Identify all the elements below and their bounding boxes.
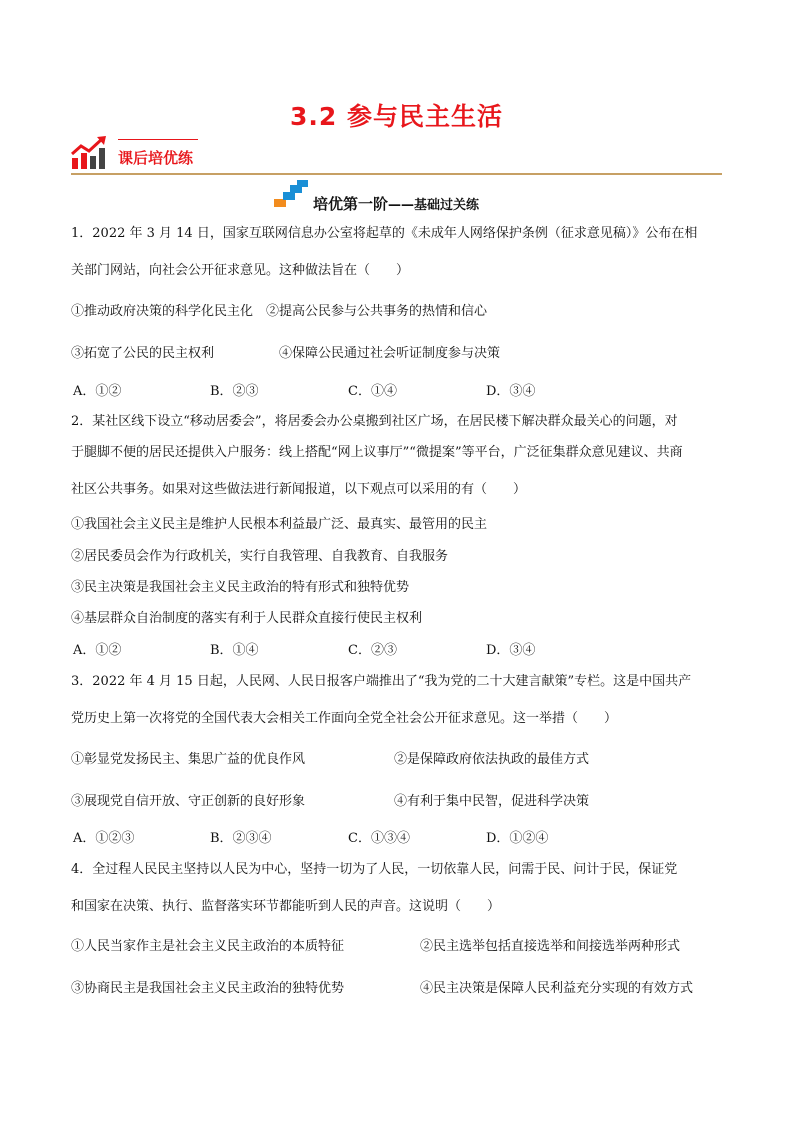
question-4-statement-4: ④民主决策是保障人民利益充分实现的有效方式 [420,981,694,996]
section-overline [118,139,198,140]
question-4-statement-3: ③协商民主是我国社会主义民主政治的独特优势 [71,981,345,996]
section-divider [71,173,722,175]
question-1-line-1: 1．2022 年 3 月 14 日，国家互联网信息办公室将起草的《未成年人网络保护条例（征求意见稿）》公布在相 [71,226,698,241]
subheading-main: 培优第一阶 [313,195,389,213]
question-3-line-1: 3．2022 年 4 月 15 日起，人民网、人民日报客户端推出了“我为党的二十大建言献策”专栏。这是中国共产 [71,674,692,689]
question-1-statement-2: ③拓宽了公民的民主权利 ④保障公民通过社会听证制度参与决策 [71,346,501,361]
question-4-statement-2: ②民主选举包括直接选举和间接选举两种形式 [420,939,681,954]
question-2-statement-2: ②居民委员会作为行政机关，实行自我管理、自我教育、自我服务 [71,549,449,564]
question-3-statement-3: ③展现党自信开放、守正创新的良好形象 [71,794,306,809]
question-3-statement-1: ①彰显党发扬民主、集思广益的优良作风 [71,752,306,767]
question-3-option-d[interactable]: D．①②④ [486,831,549,846]
question-2-line-2: 于腿脚不便的居民还提供入户服务：线上搭配“网上议事厅”“微提案”等平台，广泛征集群众意见建议、共商 [71,445,683,460]
question-2-statement-3: ③民主决策是我国社会主义民主政治的特有形式和独特优势 [71,580,410,595]
question-2-option-d[interactable]: D．③④ [486,643,536,658]
question-1-option-b[interactable]: B．②③ [210,384,259,399]
question-3-line-2: 党历史上第一次将党的全国代表大会相关工作面向全党全社会公开征求意见。这一举措（ ） [71,711,618,726]
question-2-statement-4: ④基层群众自治制度的落实有利于人民群众直接行使民主权利 [71,611,423,626]
question-1-option-c[interactable]: C．①④ [348,384,397,399]
question-2-option-a[interactable]: A．①② [73,643,122,658]
question-3-statement-4: ④有利于集中民智，促进科学决策 [394,794,590,809]
subheading-rest: ——基础过关练 [388,198,480,213]
question-1-option-a[interactable]: A．①② [73,384,122,399]
section-label: 课后培优练 [118,149,194,167]
question-1-line-2: 关部门网站，向社会公开征求意见。这种做法旨在（ ） [71,263,410,278]
question-4-statement-1: ①人民当家作主是社会主义民主政治的本质特征 [71,939,345,954]
question-2-option-b[interactable]: B．①④ [210,643,259,658]
question-3-statement-2: ②是保障政府依法执政的最佳方式 [394,752,590,767]
question-3-option-b[interactable]: B．②③④ [210,831,272,846]
bar-chart-trend-icon [71,136,107,170]
question-1-option-d[interactable]: D．③④ [486,384,536,399]
stairs-icon [274,180,308,208]
subheading [313,193,479,214]
question-4-line-2: 和国家在决策、执行、监督落实环节都能听到人民的声音。这说明（ ） [71,899,501,914]
question-2-line-3: 社区公共事务。如果对这些做法进行新闻报道，以下观点可以采用的有（ ） [71,482,527,497]
question-3-option-a[interactable]: A．①②③ [73,831,135,846]
question-1-statement-1: ①推动政府决策的科学化民主化 ②提高公民参与公共事务的热情和信心 [71,304,488,319]
question-4-line-1: 4．全过程人民民主坚持以人民为中心，坚持一切为了人民，一切依靠人民，问需于民、问计于民，保证党 [71,862,678,877]
page-title: 3.2 参与民主生活 [290,102,503,131]
question-2-statement-1: ①我国社会主义民主是维护人民根本利益最广泛、最真实、最管用的民主 [71,517,488,532]
question-2-option-c[interactable]: C．②③ [348,643,397,658]
question-3-option-c[interactable]: C．①③④ [348,831,410,846]
question-2-line-1: 2．某社区线下设立“移动居委会”，将居委会办公桌搬到社区广场，在居民楼下解决群众最关心的问题，对 [71,414,678,429]
